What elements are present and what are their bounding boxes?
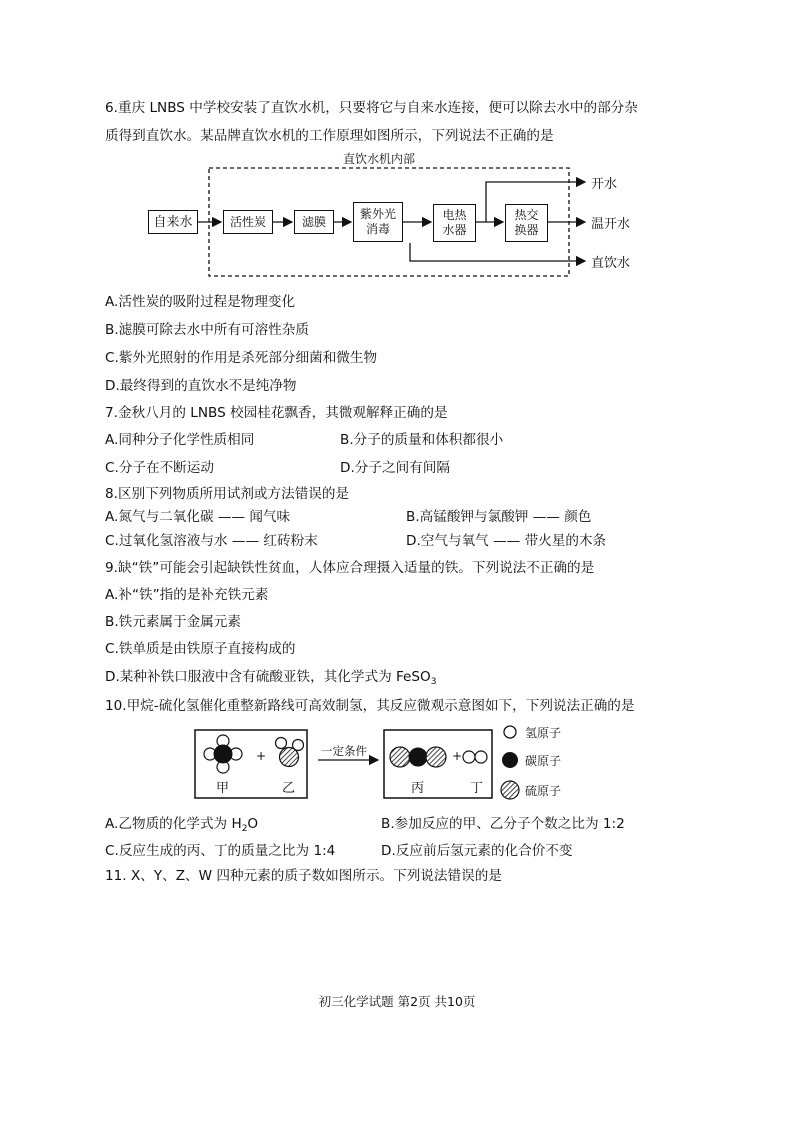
- q10-option-d: D.反应前后氢元素的化合价不变: [381, 843, 573, 859]
- label-yi: 乙: [282, 781, 296, 796]
- product-plus: +: [452, 749, 463, 763]
- box-activated-carbon: 活性炭: [223, 210, 273, 234]
- box-filter-membrane: 滤膜: [294, 210, 334, 234]
- q7-option-c: C.分子在不断运动: [105, 460, 214, 476]
- box-uv-disinfection: [353, 202, 403, 242]
- q10-option-b: B.参加反应的甲、乙分子个数之比为 1:2: [381, 816, 625, 832]
- q10-option-a-text: A.乙物质的化学式为 H: [105, 816, 242, 832]
- box-heat-exchanger: [505, 204, 548, 242]
- page-footer: 初三化学试题 第2页 共10页: [318, 994, 476, 1009]
- q9-option-d-subscript: 3: [430, 677, 437, 687]
- q10-option-c: C.反应生成的丙、丁的质量之比为 1:4: [105, 843, 336, 859]
- q8-option-b: B.高锰酸钾与氯酸钾 —— 颜色: [406, 509, 592, 525]
- q10-option-a-subscript: 2: [241, 824, 248, 834]
- q9-option-c: C.铁单质是由铁原子直接构成的: [105, 641, 296, 657]
- heater-label-line1: 电热: [442, 208, 467, 222]
- box-electric-heater: [433, 204, 476, 242]
- q8-option-c: C.过氧化氢溶液与水 —— 红砖粉末: [105, 533, 318, 549]
- q10-stem: 10.甲烷-硫化氢催化重整新路线可高效制氢，其反应微观示意图如下，下列说法正确的是: [105, 698, 635, 714]
- label-jia: 甲: [216, 781, 230, 796]
- q6-option-d: D.最终得到的直饮水不是纯净物: [105, 378, 297, 394]
- exchanger-label-line2: 换器: [514, 223, 539, 237]
- q7-option-b: B.分子的质量和体积都很小: [340, 432, 504, 448]
- carbon-disulfide-molecule: [390, 747, 446, 767]
- legend-carbon-symbol: [502, 752, 518, 768]
- reactant-plus: +: [256, 749, 267, 763]
- q7-option-a: A.同种分子化学性质相同: [105, 432, 255, 448]
- exchanger-label-line1: 热交: [514, 208, 539, 222]
- q9-option-d: [105, 667, 437, 692]
- q6-option-b: B.滤膜可除去水中所有可溶性杂质: [105, 322, 309, 338]
- q6-option-c: C.紫外光照射的作用是杀死部分细菌和微生物: [105, 350, 378, 366]
- reaction-condition: 一定条件: [321, 744, 367, 758]
- q6-stem-line2: 质得到直饮水。某品牌直饮水机的工作原理如图所示，下列说法不正确的是: [105, 128, 554, 144]
- q9-option-d-text: D.某种补铁口服液中含有硫酸亚铁，其化学式为 FeSO: [105, 669, 431, 685]
- q9-option-b: B.铁元素属于金属元素: [105, 614, 241, 630]
- q6-option-a: A.活性炭的吸附过程是物理变化: [105, 294, 296, 310]
- q8-stem: 8.区别下列物质所用试剂或方法错误的是: [105, 486, 350, 502]
- q7-stem: 7.金秋八月的 LNBS 校园桂花飘香，其微观解释正确的是: [105, 405, 448, 421]
- output-direct-water: 直饮水: [591, 256, 631, 271]
- uv-label-line1: 紫外光: [359, 207, 396, 221]
- legend-sulfur: 硫原子: [525, 784, 562, 798]
- q6-stem-line1: 6.重庆 LNBS 中学校安装了直饮水机，只要将它与自来水连接，便可以除去水中的部分杂: [105, 100, 638, 116]
- heater-label-line2: 水器: [442, 223, 467, 237]
- label-bing: 丙: [411, 781, 425, 796]
- q8-option-a: A.氮气与二氧化碳 —— 闻气味: [105, 509, 291, 525]
- legend-carbon: 碳原子: [525, 754, 562, 768]
- q8-option-d: D.空气与氧气 —— 带火星的木条: [406, 533, 607, 549]
- uv-label-line2: 消毒: [365, 222, 390, 236]
- q9-option-a: A.补“铁”指的是补充铁元素: [105, 587, 269, 603]
- methane-molecule: [204, 735, 242, 773]
- box-tap-water: 自来水: [148, 210, 198, 234]
- hydrogen-molecule: [463, 751, 487, 763]
- q10-option-a-tail: O: [247, 816, 259, 832]
- legend-sulfur-symbol: [501, 781, 519, 799]
- legend-hydrogen-symbol: [504, 726, 516, 738]
- label-ding: 丁: [470, 781, 484, 796]
- q11-stem: 11. X、Y、Z、W 四种元素的质子数如图所示。下列说法错误的是: [105, 868, 502, 884]
- q9-stem: 9.缺“铁”可能会引起缺铁性贫血，人体应合理摄入适量的铁。下列说法不正确的是: [105, 560, 595, 576]
- output-boiling-water: 开水: [591, 177, 618, 192]
- q7-option-d: D.分子之间有间隔: [340, 460, 450, 476]
- output-warm-water: 温开水: [591, 217, 631, 232]
- hydrogen-sulfide-molecule: [276, 738, 304, 767]
- q10-option-a: [105, 814, 258, 839]
- legend-hydrogen: 氢原子: [525, 726, 562, 740]
- dispenser-title: 直饮水机内部: [343, 152, 416, 166]
